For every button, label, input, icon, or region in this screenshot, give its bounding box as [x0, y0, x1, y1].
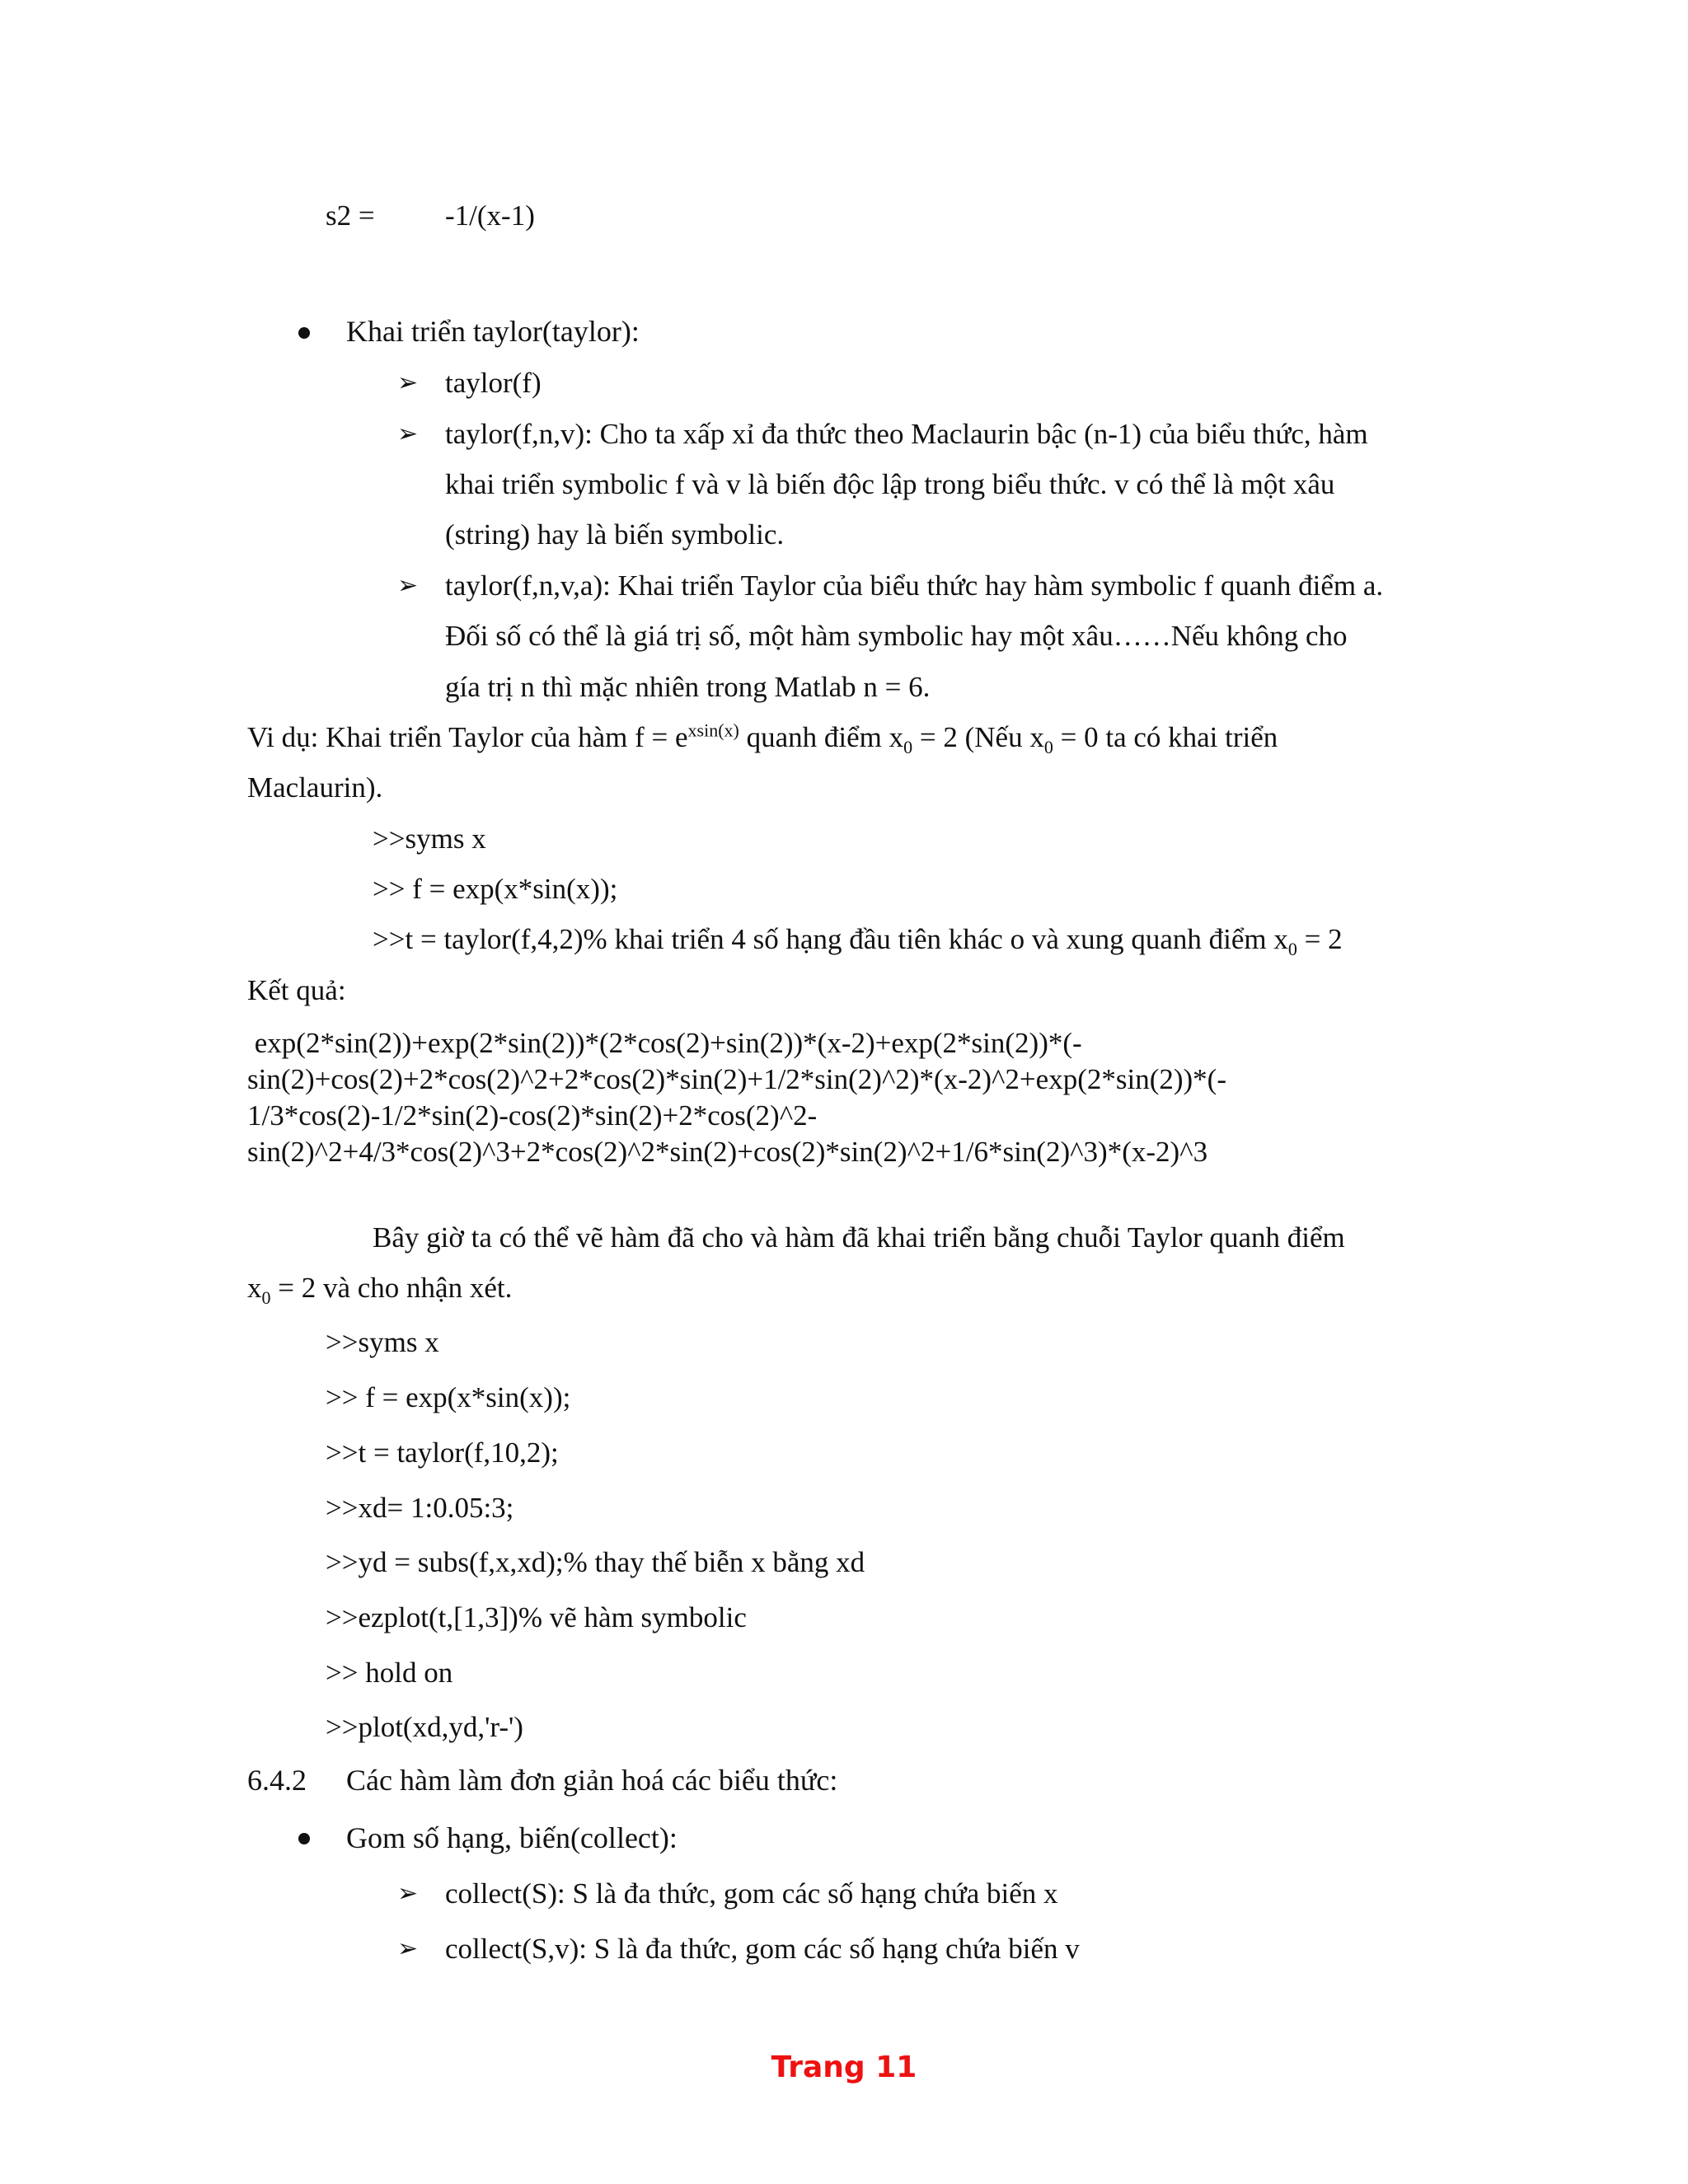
arrow-bullet-icon: ➢: [397, 419, 419, 448]
arrow-bullet-icon: ➢: [397, 1879, 419, 1908]
subscript: 0: [1287, 939, 1297, 959]
bullet-icon: [298, 1833, 310, 1844]
section-number: 6.4.2: [247, 1764, 307, 1797]
result-label: Kết quả:: [247, 974, 346, 1006]
collect-heading: Gom số hạng, biến(collect):: [346, 1821, 678, 1854]
plot-code-7: >> hold on: [326, 1657, 453, 1689]
subscript: 0: [261, 1287, 271, 1308]
example-code-3-end: = 2: [1296, 923, 1343, 955]
plot-code-1: >>syms x: [326, 1326, 439, 1358]
result-line-2: sin(2)+cos(2)+2*cos(2)^2+2*cos(2)*sin(2)+1/2*sin(2)^2)*(x-2)^2+exp(2*sin(2))*(-: [247, 1063, 1226, 1095]
example-line-2: Maclaurin).: [247, 771, 383, 804]
example-line-1: [247, 719, 1278, 756]
page-footer: Trang 11: [771, 2050, 917, 2084]
bullet-icon: [298, 327, 310, 339]
taylor-item-2-line1: taylor(f,n,v): Cho ta xấp xỉ đa thức theo Maclaurin bậc (n-1) của biểu thức, hàm: [445, 418, 1368, 450]
taylor-item-3-line3: gía trị n thì mặc nhiên trong Matlab n = 6.: [445, 671, 931, 703]
example-code-3: [373, 921, 1343, 958]
example-code-1: >>syms x: [373, 823, 486, 855]
example-text-a: Vi dụ: Khai triển Taylor của hàm f = e: [247, 721, 688, 753]
plot-code-3: >>t = taylor(f,10,2);: [326, 1436, 559, 1469]
example-code-2: >> f = exp(x*sin(x));: [373, 873, 618, 905]
plot-code-4: >>xd= 1:0.05:3;: [326, 1492, 514, 1524]
exponent: xsin(x): [687, 719, 739, 741]
arrow-bullet-icon: ➢: [397, 571, 419, 600]
plot-para-line-1: Bây giờ ta có thể vẽ hàm đã cho và hàm đã khai triển bằng chuỗi Taylor quanh điểm: [373, 1221, 1345, 1254]
arrow-bullet-icon: ➢: [397, 368, 419, 397]
result-line-1: exp(2*sin(2))+exp(2*sin(2))*(2*cos(2)+sin(2))*(x-2)+exp(2*sin(2))*(-: [247, 1027, 1082, 1059]
section-title: Các hàm làm đơn giản hoá các biểu thức:: [346, 1764, 838, 1797]
example-text-d: = 0 ta có khai triển: [1053, 721, 1278, 753]
taylor-item-3-line1: taylor(f,n,v,a): Khai triển Taylor của biểu thức hay hàm symbolic f quanh điểm a.: [445, 569, 1384, 602]
example-text-c: = 2 (Nếu x: [912, 721, 1044, 753]
taylor-item-2-line3: (string) hay là biến symbolic.: [445, 518, 785, 551]
taylor-heading: Khai triển taylor(taylor):: [346, 315, 640, 348]
s2-value: -1/(x-1): [445, 199, 535, 232]
example-code-3-text: >>t = taylor(f,4,2)% khai triển 4 số hạng đầu tiên khác o và xung quanh điểm x: [373, 923, 1288, 955]
plot-code-8: >>plot(xd,yd,'r-'): [326, 1711, 523, 1743]
example-text-b: quanh điểm x: [738, 721, 904, 753]
plot-code-2: >> f = exp(x*sin(x));: [326, 1381, 571, 1413]
taylor-item-3-line2: Đối số có thể là giá trị số, một hàm symbolic hay một xâu……Nếu không cho: [445, 620, 1348, 652]
taylor-item-1: taylor(f): [445, 367, 542, 399]
s2-label: s2 =: [326, 199, 375, 232]
plot-para-x: x: [247, 1272, 262, 1304]
plot-para-rest: = 2 và cho nhận xét.: [270, 1272, 513, 1304]
plot-code-5: >>yd = subs(f,x,xd);% thay thế biễn x bằng xd: [326, 1546, 865, 1578]
plot-para-line-2: [247, 1270, 512, 1306]
result-line-4: sin(2)^2+4/3*cos(2)^3+2*cos(2)^2*sin(2)+cos(2)*sin(2)^2+1/6*sin(2)^3)*(x-2)^3: [247, 1136, 1208, 1168]
collect-item-1: collect(S): S là đa thức, gom các số hạng chứa biến x: [445, 1877, 1058, 1910]
arrow-bullet-icon: ➢: [397, 1934, 419, 1963]
result-line-3: 1/3*cos(2)-1/2*sin(2)-cos(2)*sin(2)+2*cos(2)^2-: [247, 1099, 818, 1132]
subscript: 0: [1043, 737, 1053, 757]
collect-item-2: collect(S,v): S là đa thức, gom các số hạng chứa biến v: [445, 1933, 1080, 1965]
taylor-item-2-line2: khai triển symbolic f và v là biến độc lập trong biểu thức. v có thể là một xâu: [445, 468, 1335, 500]
plot-code-6: >>ezplot(t,[1,3])% vẽ hàm symbolic: [326, 1601, 747, 1633]
subscript: 0: [903, 737, 913, 757]
